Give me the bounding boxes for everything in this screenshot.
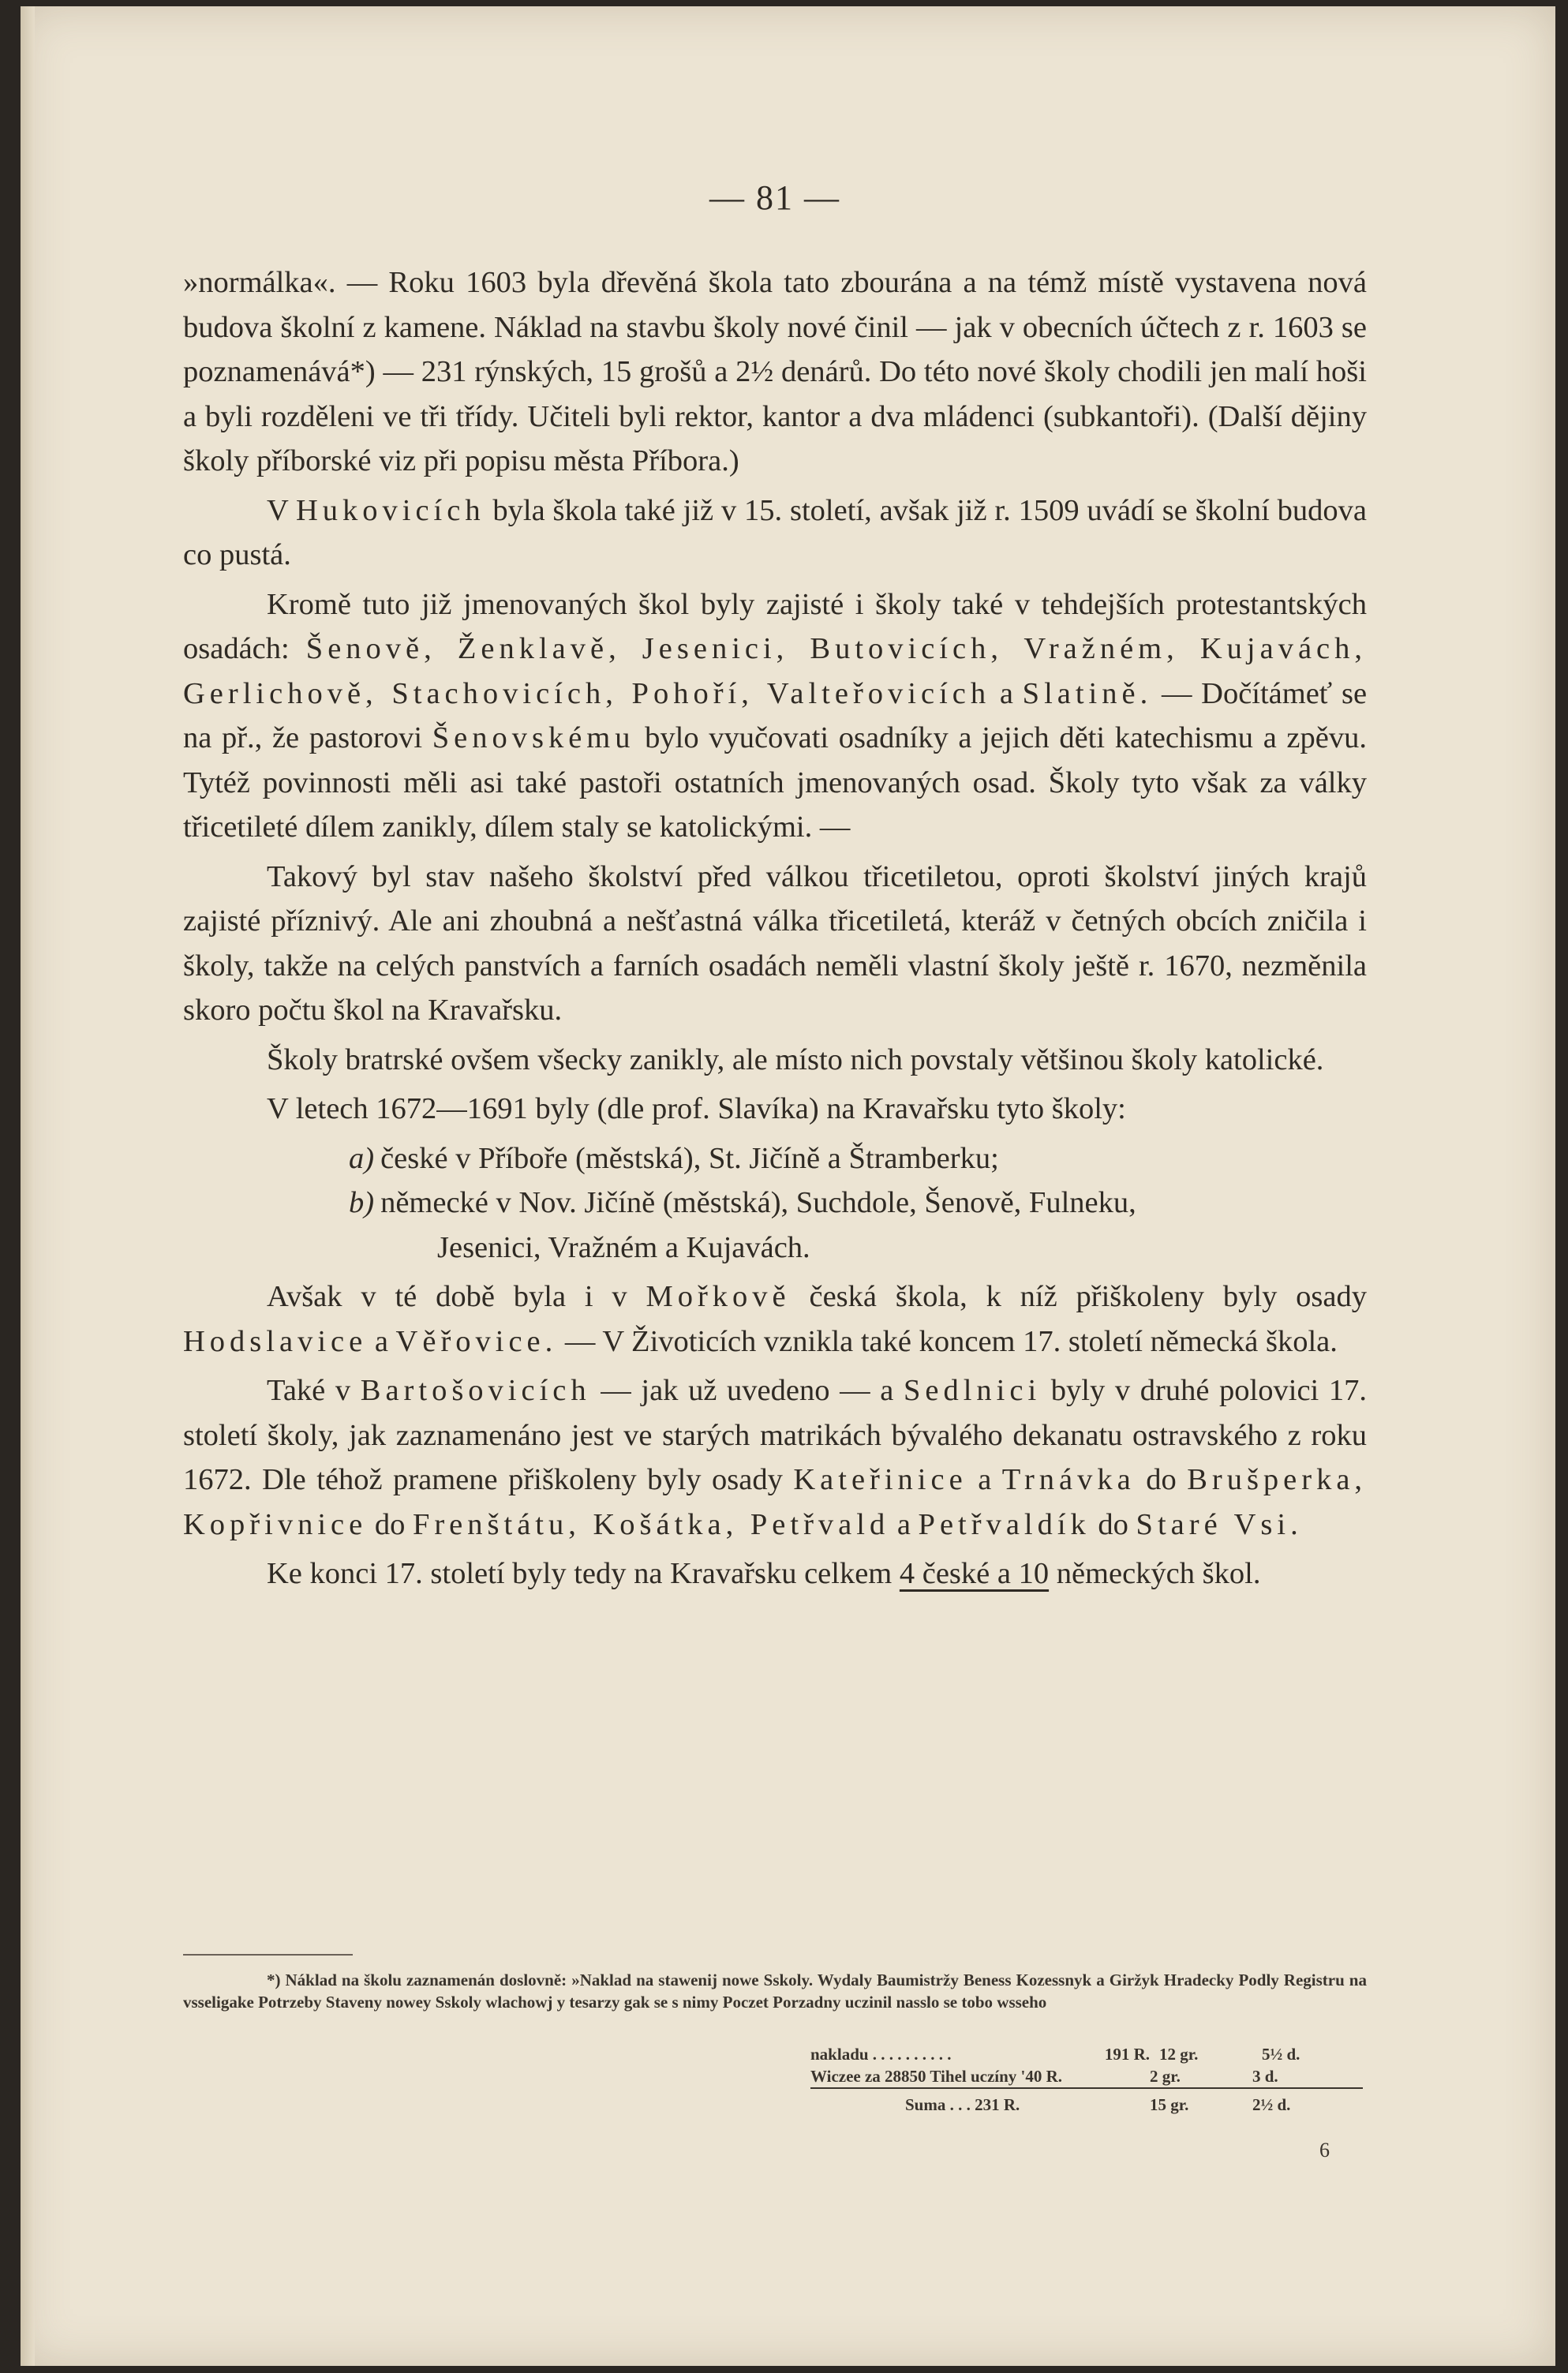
paragraph-8: Také v Bartošovicích — jak už uvedeno — a Sedlnici byly v druhé polovici 17. století školy, jak zaznamenáno jest ve starých matrikách bývalého dekanatu ostravského z roku 1672. Dle téhož pramene přiškoleny byly osady Kateřinice a Trnávka do Brušperka, Kopřivnice do Frenštátu, Košátka, Petřvald a Petřvaldík do Staré Vsi. [183, 1374, 1368, 1541]
list-item-a: a) české v Příboře (městská), St. Jičíně a Štramberku; [349, 1141, 999, 1175]
footnote [183, 1969, 1367, 2013]
paragraph-5: Školy bratrské ovšem všecky zanikly, ale místo nich povstaly většinou školy katolické. [267, 1042, 1324, 1076]
page-number: — 81 — [709, 178, 840, 217]
places-protestant: Šenově, Ženklavě, Jesenici, Butovicích, Vražném, Kujavách, Gerlichově, Stachovicích, Pohoří, Valteřovicích [183, 632, 1367, 710]
page-binding [21, 6, 35, 2366]
paragraph-7: Avšak v té době byla i v Mořkově česká škola, k níž přiškoleny byly osady Hodslavice a Věřovice. — V Životicích vznikla také koncem 17. století německá škola. [183, 1280, 1368, 1358]
paragraph-1: »normálka«. — Roku 1603 byla dřevěná škola tato zbourána a na témž místě vystavena nová budova školní z kamene. Náklad na stavbu školy nové činil — jak v obecních účtech z r. 1603 se poznamenává*) — 231 rýnských, 15 grošů a 2½ denárů. Do této nové školy chodili jen malí hoši a byli rozděleni ve tři třídy. Učiteli byli rektor, kantor a dva mládenci (subkantoři). (Další dějiny školy příborské viz při popisu města Příbora.) [183, 266, 1367, 477]
place-hukovice: Hukovicích [295, 493, 485, 527]
footnote-sum-rule [810, 2087, 1363, 2089]
paragraph-9: Ke konci 17. století byly tedy na Kravařsku celkem 4 české a 10 německých škol. [267, 1557, 1261, 1590]
list-item-b-continued: Jesenici, Vražném a Kujavách. [437, 1230, 810, 1264]
paragraph-4: Takový byl stav našeho školství před válkou třicetiletou, oproti školství jiných krajů zajisté příznivý. Ale ani zhoubná a nešťastná válka třicetiletá, kteráž v četných obcích zničila i školy, takže na celých panstvích a farních osadách neměli vlastní školy ještě r. 1670, nezměnila skoro počtu škol na Kravařsku. [183, 859, 1367, 1027]
signature-mark: 6 [1319, 2139, 1330, 2162]
paragraph-2: V Hukovicích byla škola také již v 15. století, avšak již r. 1509 uvádí se školní budova co pustá. [183, 493, 1368, 571]
footnote-row: nakladu . . . . . . . . . . 191 R. 12 gr. 5½ d. [810, 2045, 1300, 2064]
footnote-table [810, 2042, 1363, 2087]
footnote-row: Wiczee za 28850 Tihel uczíny '40 R. 2 gr. 3 d. [810, 2067, 1278, 2086]
list-item-b: b) německé v Nov. Jičíně (městská), Suchdole, Šenově, Fulneku, [349, 1186, 1136, 1219]
footnote-sum: Suma . . . 231 R. 15 gr. 2½ d. [905, 2095, 1291, 2114]
paragraph-6: V letech 1672—1691 byly (dle prof. Slavíka) na Kravařsku tyto školy: [267, 1092, 1126, 1125]
body-text [183, 260, 1367, 1601]
footnote-divider [183, 1954, 353, 1956]
footnote-text: *) Náklad na školu zaznamenán doslovně: »Naklad na stawenij nowe Sskoly. Wydaly Baumistržy Beness Kozessnyk a Giržyk Hradecky Podly Registru na vsseligake Potrzeby Staveny nowey Sskoly wlachowj y tesarzy gak se s nimy Poczet Porzadny uczinil nasslo se tobo wsseho [183, 1971, 1367, 2012]
paragraph-3: Kromě tuto již jmenovaných škol byly zajisté i školy také v tehdejších protestantských osadách: Šenově, Ženklavě, Jesenici, Butovicích, Vražném, Kujavách, Gerlichově, Stachovicích, Pohoří, Valteřovicích a Slatině. — Dočítámeť se na př., že pastorovi Šenovskému bylo vyučovati osadníky a jejich děti katechismu a zpěvu. Tytéž povinnosti měli asi také pastoři ostatních jmenovaných osad. Školy tyto však za války třicetileté dílem zanikly, dílem staly se katolickými. — [183, 587, 1368, 844]
underlined-count: 4 české a 10 [899, 1557, 1050, 1590]
